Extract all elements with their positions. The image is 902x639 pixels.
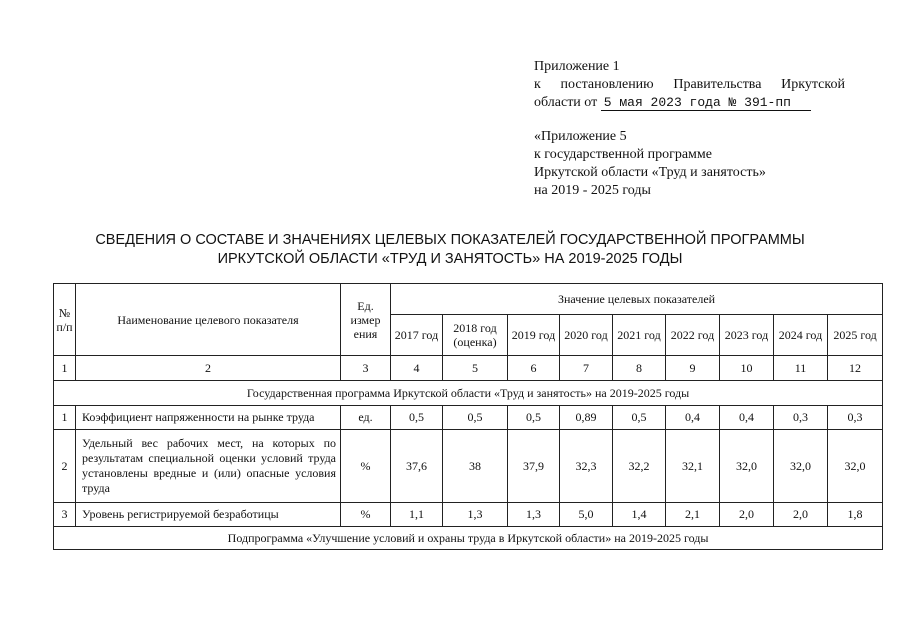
annex-1-word: Иркутской [781, 77, 845, 92]
header-year: 2021 год [613, 315, 666, 356]
document-title-line: ИРКУТСКОЙ ОБЛАСТИ «ТРУД И ЗАНЯТОСТЬ» НА 2019-2025 ГОДЫ [217, 251, 683, 267]
header-year: 2022 год [666, 315, 720, 356]
indicator-value: 32,1 [666, 430, 720, 503]
document-title [60, 231, 840, 269]
header-values-group: Значение целевых показателей [391, 284, 883, 315]
header-year: 2024 год [774, 315, 828, 356]
header-year: 2017 год [391, 315, 443, 356]
column-number: 3 [341, 356, 391, 381]
indicators-table [53, 283, 883, 550]
indicator-unit: ед. [341, 406, 391, 430]
column-number: 9 [666, 356, 720, 381]
annex-5-line: Иркутской области «Труд и занятость» [534, 165, 766, 180]
column-number: 7 [560, 356, 613, 381]
indicator-value: 32,0 [774, 430, 828, 503]
indicator-name: Уровень регистрируемой безработицы [76, 503, 341, 527]
section-state-program: Государственная программа Иркутской области «Труд и занятость» на 2019-2025 годы [54, 381, 883, 406]
indicator-unit: % [341, 503, 391, 527]
column-number: 11 [774, 356, 828, 381]
annex-5-header [534, 128, 766, 200]
column-number: 2 [76, 356, 341, 381]
resolution-date-field: 5 мая 2023 года № 391-пп [601, 95, 811, 111]
annex-1-date-line [534, 94, 845, 112]
section-subprogram: Подпрограмма «Улучшение условий и охраны труда в Иркутской области» на 2019-2025 годы [54, 527, 883, 550]
indicator-value: 1,4 [613, 503, 666, 527]
column-number: 1 [54, 356, 76, 381]
column-number: 12 [828, 356, 883, 381]
annex-1-word: к [534, 77, 541, 92]
document-title-line: СВЕДЕНИЯ О СОСТАВЕ И ЗНАЧЕНИЯХ ЦЕЛЕВЫХ ПОКАЗАТЕЛЕЙ ГОСУДАРСТВЕННОЙ ПРОГРАММЫ [95, 232, 805, 248]
indicator-unit: % [341, 430, 391, 503]
annex-5-line: на 2019 - 2025 годы [534, 183, 651, 198]
table-row [54, 503, 883, 527]
column-number: 6 [508, 356, 560, 381]
column-number: 5 [443, 356, 508, 381]
indicator-value: 0,4 [666, 406, 720, 430]
annex-5-line: к государственной программе [534, 147, 712, 162]
header-num: № п/п [54, 284, 76, 356]
annex-1-date-prefix: области от [534, 95, 598, 110]
header-year: 2019 год [508, 315, 560, 356]
row-number: 3 [54, 503, 76, 527]
indicator-value: 5,0 [560, 503, 613, 527]
indicator-value: 32,0 [720, 430, 774, 503]
annex-1-word: постановлению [560, 77, 654, 92]
indicator-value: 37,9 [508, 430, 560, 503]
indicator-value: 0,89 [560, 406, 613, 430]
header-unit: Ед. измер ения [341, 284, 391, 356]
indicator-value: 0,5 [508, 406, 560, 430]
indicator-value: 0,3 [774, 406, 828, 430]
indicator-value: 1,3 [508, 503, 560, 527]
column-number-row [54, 356, 883, 381]
header-year: 2025 год [828, 315, 883, 356]
indicator-value: 38 [443, 430, 508, 503]
annex-5-line: «Приложение 5 [534, 129, 627, 144]
header-year: 2023 год [720, 315, 774, 356]
header-year: 2018 год (оценка) [443, 315, 508, 356]
indicator-value: 0,5 [391, 406, 443, 430]
indicator-value: 32,0 [828, 430, 883, 503]
annex-1-line: Приложение 1 [534, 59, 620, 74]
row-number: 1 [54, 406, 76, 430]
indicator-value: 2,0 [720, 503, 774, 527]
indicator-value: 2,1 [666, 503, 720, 527]
indicator-name: Удельный вес рабочих мест, на которых по результатам специальной оценки условий труда установлены вредные и (или) опасные условия труда [76, 430, 341, 503]
indicator-value: 37,6 [391, 430, 443, 503]
indicator-value: 1,3 [443, 503, 508, 527]
header-year: 2020 год [560, 315, 613, 356]
header-indicator-name: Наименование целевого показателя [76, 284, 341, 356]
table-row [54, 406, 883, 430]
indicator-value: 0,4 [720, 406, 774, 430]
indicator-value: 1,1 [391, 503, 443, 527]
indicator-value: 32,2 [613, 430, 666, 503]
annex-1-resolution-line [534, 76, 845, 94]
indicator-value: 0,5 [613, 406, 666, 430]
indicator-value: 1,8 [828, 503, 883, 527]
column-number: 8 [613, 356, 666, 381]
indicator-value: 32,3 [560, 430, 613, 503]
row-number: 2 [54, 430, 76, 503]
column-number: 10 [720, 356, 774, 381]
indicator-value: 0,3 [828, 406, 883, 430]
indicator-value: 2,0 [774, 503, 828, 527]
indicator-name: Коэффициент напряженности на рынке труда [76, 406, 341, 430]
column-number: 4 [391, 356, 443, 381]
table-row [54, 430, 883, 503]
indicator-value: 0,5 [443, 406, 508, 430]
annex-1-header [534, 58, 845, 112]
annex-1-word: Правительства [673, 77, 762, 92]
